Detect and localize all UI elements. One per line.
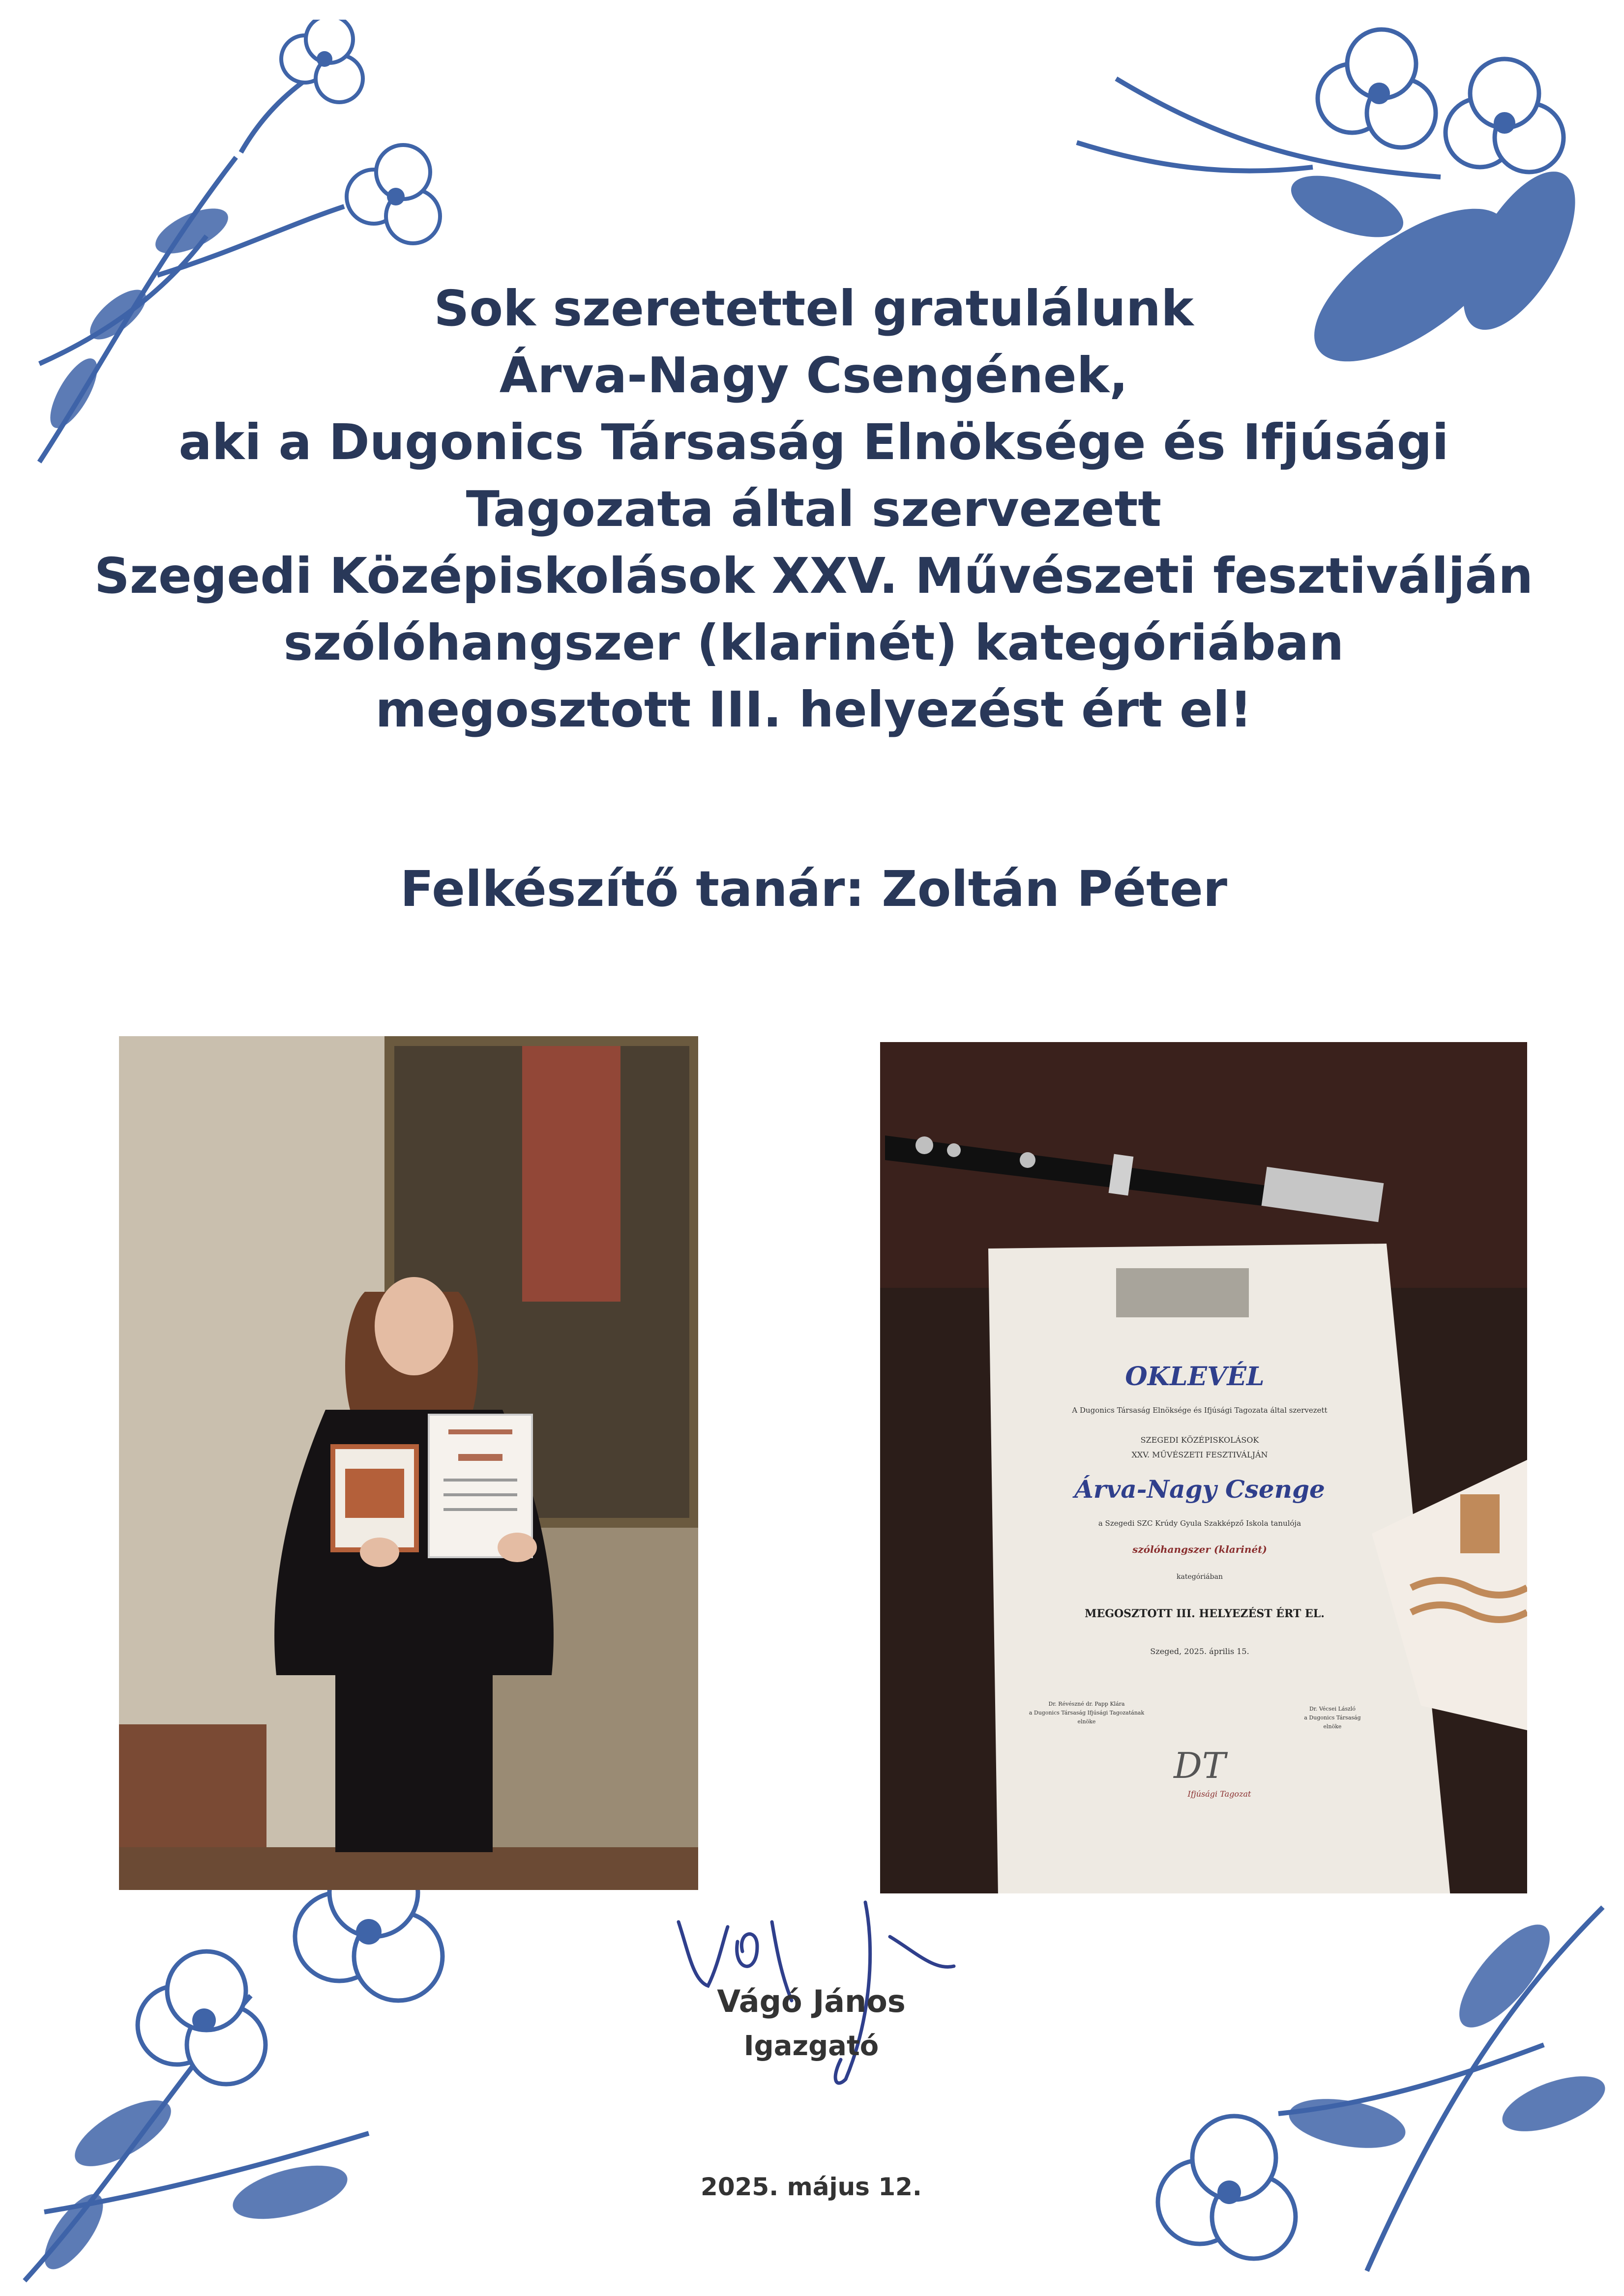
signatory-name: Vágó János (717, 1983, 906, 2019)
congratulation-heading (74, 275, 1554, 743)
signatory-title: Igazgató (743, 2030, 879, 2062)
diploma-logo: DT (1174, 1745, 1226, 1786)
diploma-recipient-name: Árva-Nagy Csenge (1074, 1475, 1325, 1504)
diploma-signer-left-name: Dr. Révészné dr. Papp Klára (1048, 1701, 1125, 1707)
diploma-signer-left-role: a Dugonics Társaság Ifjúsági Tagozatának (1029, 1710, 1145, 1716)
diploma-org: A Dugonics Társaság Elnöksége és Ifjúsági Tagozata által szervezett (1072, 1406, 1328, 1415)
diploma-signer-right-role-2: elnöke (1323, 1723, 1342, 1730)
flower-illustration (281, 20, 440, 243)
diploma-signer-left-role-2: elnöke (1077, 1718, 1096, 1725)
diploma-date: Szeged, 2025. április 15. (1150, 1647, 1249, 1656)
diploma-photo (880, 1042, 1527, 1893)
heading-line-5: Szegedi Középiskolások XXV. Művészeti fesztiválján (94, 547, 1534, 605)
diploma-logo-subtitle: Ifjúsági Tagozat (1187, 1789, 1251, 1799)
diploma-event-line-2: XXV. MŰVÉSZETI FESZTIVÁLJÁN (1131, 1450, 1268, 1459)
heading-line-7: megosztott III. helyezést ért el! (375, 681, 1252, 738)
diploma-title: OKLEVÉL (1125, 1362, 1265, 1392)
diploma-school: a Szegedi SZC Krúdy Gyula Szakképző Iskola tanulója (1098, 1519, 1301, 1528)
heading-line-6: szólóhangszer (klarinét) kategóriában (283, 614, 1344, 671)
heading-line-4: Tagozata által szervezett (466, 480, 1162, 538)
student-photo (119, 1036, 698, 1890)
diploma-category: szólóhangszer (klarinét) (1132, 1543, 1267, 1555)
heading-line-2: Árva-Nagy Csengének, (499, 347, 1128, 404)
teacher-line: Felkészítő tanár: Zoltán Péter (400, 860, 1228, 918)
diploma-signer-right-role: a Dugonics Társaság (1304, 1715, 1361, 1721)
student-photo-image (119, 1036, 698, 1890)
diploma-category-suffix: kategóriában (1177, 1573, 1223, 1581)
diploma-result: MEGOSZTOTT III. HELYEZÉST ÉRT EL. (1085, 1607, 1325, 1620)
floral-bottom-right-decoration (1072, 1897, 1613, 2286)
heading-line-1: Sok szeretettel gratulálunk (434, 280, 1194, 337)
document-date: 2025. május 12. (701, 2173, 922, 2201)
diploma-event-line-1: SZEGEDI KÖZÉPISKOLÁSOK (1140, 1435, 1259, 1445)
heading-line-3: aki a Dugonics Társaság Elnöksége és Ifjúsági (178, 413, 1449, 471)
diploma-signer-right-name: Dr. Vécsei László (1309, 1706, 1356, 1712)
